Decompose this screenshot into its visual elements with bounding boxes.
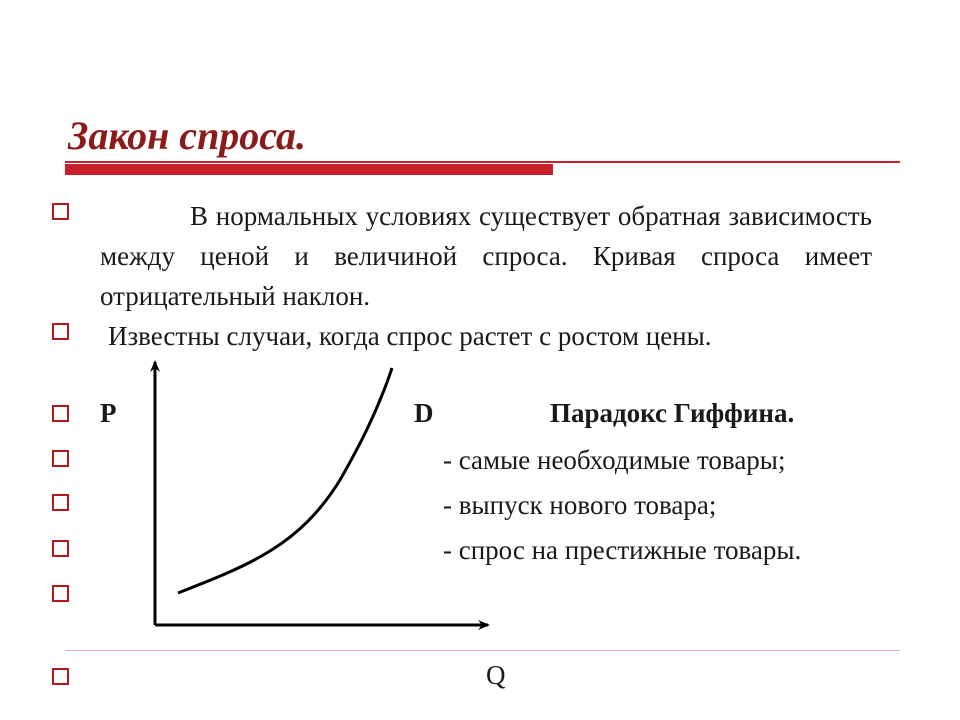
curve-label: D (414, 398, 434, 428)
paragraph-inverse-relation: В нормальных условиях существует обратная зависимость между ценой и величиной спроса. Кривая спроса имеет отрицательный наклон. (100, 201, 872, 311)
x-axis-label: Q (486, 660, 506, 690)
paragraph-exceptions: Известны случаи, когда спрос растет с ростом цены. (108, 321, 712, 351)
giffen-paradox-heading: Парадокс Гиффина. (550, 398, 795, 428)
y-axis-label: P (100, 398, 117, 428)
bottom-divider (65, 650, 900, 651)
list-item: - спрос на престижные товары. (443, 535, 802, 565)
slide-title: Закон спроса. (68, 113, 307, 158)
demand-curve (178, 368, 392, 593)
list-item: - выпуск нового товара; (443, 490, 717, 520)
list-item: - самые необходимые товары; (443, 445, 786, 475)
